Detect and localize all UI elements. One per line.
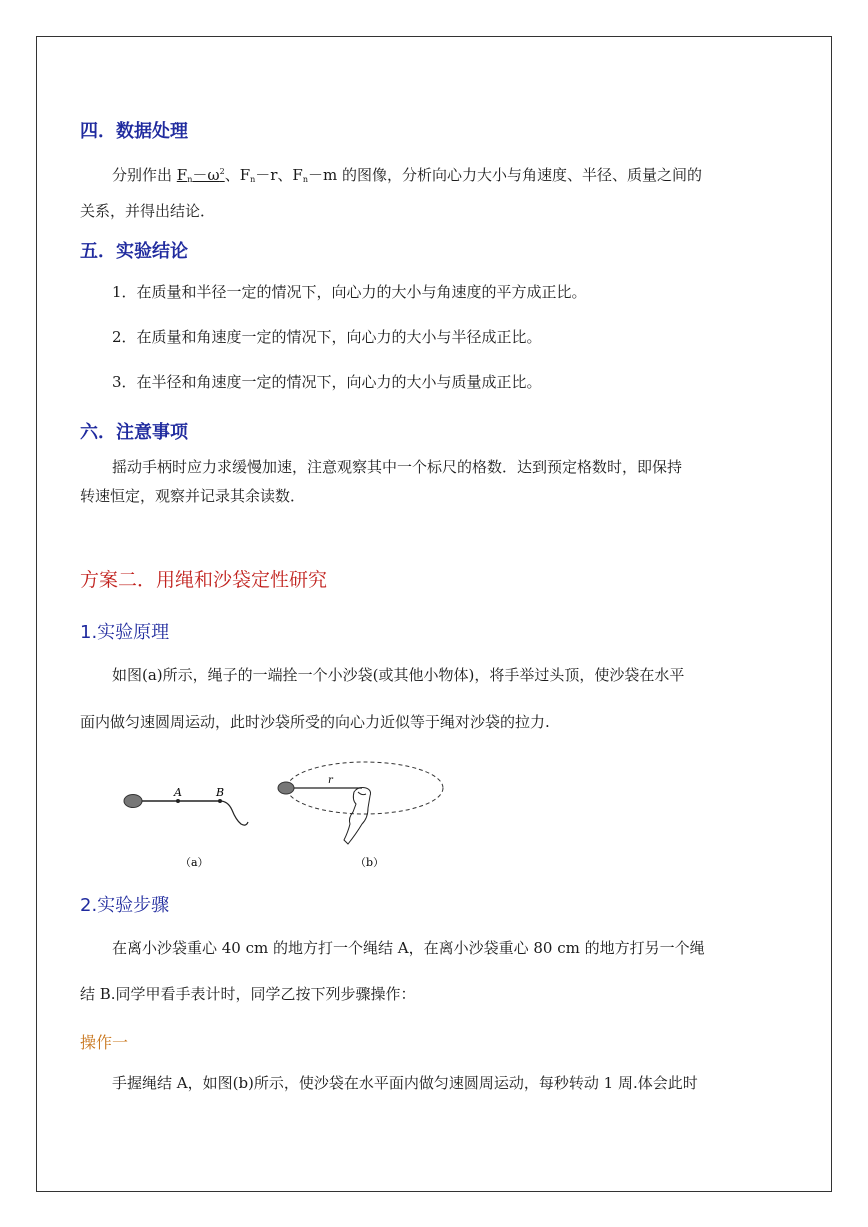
principle-line1: 如图(a)所示，绳子的一端拴一个小沙袋(或其他小物体)，将手举过头顶，使沙袋在水平: [112, 666, 685, 684]
operation-1-line1: 手握绳结 A，如图(b)所示，使沙袋在水平面内做匀速圆周运动，每秒转动 1 周.体会此时: [112, 1074, 698, 1092]
section-6-paragraph-line2: 转速恒定，观察并记录其余读数．: [80, 487, 306, 505]
figure-a: [124, 786, 248, 869]
section-6-title: 六．注意事项: [80, 422, 188, 443]
section-4-title: 四．数据处理: [80, 121, 188, 142]
conclusion-item-2: 2．在质量和角速度一定的情况下，向心力的大小与半径成正比。: [112, 328, 542, 346]
steps-line2: 结 B.同学甲看手表计时，同学乙按下列步骤操作：: [80, 985, 416, 1003]
plan-2-title: 方案二．用绳和沙袋定性研究: [80, 569, 328, 591]
caption-a: （a）: [180, 856, 209, 869]
operation-1-title: 操作一: [80, 1033, 129, 1052]
section-5-title: 五．实验结论: [80, 241, 188, 262]
caption-b: （b）: [355, 856, 385, 869]
label-r: r: [328, 775, 333, 786]
section-6-paragraph-line1: 摇动手柄时应力求缓慢加速，注意观察其中一个标尺的格数．达到预定格数时，即保持: [112, 458, 683, 476]
principle-line2: 面内做匀速圆周运动，此时沙袋所受的向心力近似等于绳对沙袋的拉力.: [80, 713, 550, 731]
knot-a-icon: [176, 799, 180, 803]
steps-title: 2.实验步骤: [80, 895, 170, 916]
hand-icon: [344, 788, 371, 845]
sandbag-b-icon: [278, 782, 294, 794]
label-a: A: [174, 786, 182, 799]
section-4-paragraph-line2: 关系，并得出结论．: [80, 202, 216, 220]
label-b: B: [216, 786, 225, 799]
sandbag-a-icon: [124, 795, 142, 808]
principle-title: 1.实验原理: [80, 622, 170, 643]
steps-line1: 在离小沙袋重心 40 cm 的地方打一个绳结 A，在离小沙袋重心 80 cm 的地方打另一个绳: [112, 939, 705, 957]
formula-fn-omega: $F_n-\omega^2$: [176, 166, 225, 184]
sandbag-figure: [110, 752, 460, 874]
section-4-paragraph-line1: 分别作出 $F_n-\omega^2$、$F_n-r$、$F_n-m$ 的图像，分析向心力大小与角速度、半径、质量之间的: [112, 166, 703, 184]
conclusion-item-3: 3．在半径和角速度一定的情况下，向心力的大小与质量成正比。: [112, 373, 542, 391]
rope-end-a: [220, 801, 248, 825]
figure-b: [278, 762, 443, 869]
conclusion-item-1: 1．在质量和半径一定的情况下，向心力的大小与角速度的平方成正比。: [112, 283, 587, 301]
